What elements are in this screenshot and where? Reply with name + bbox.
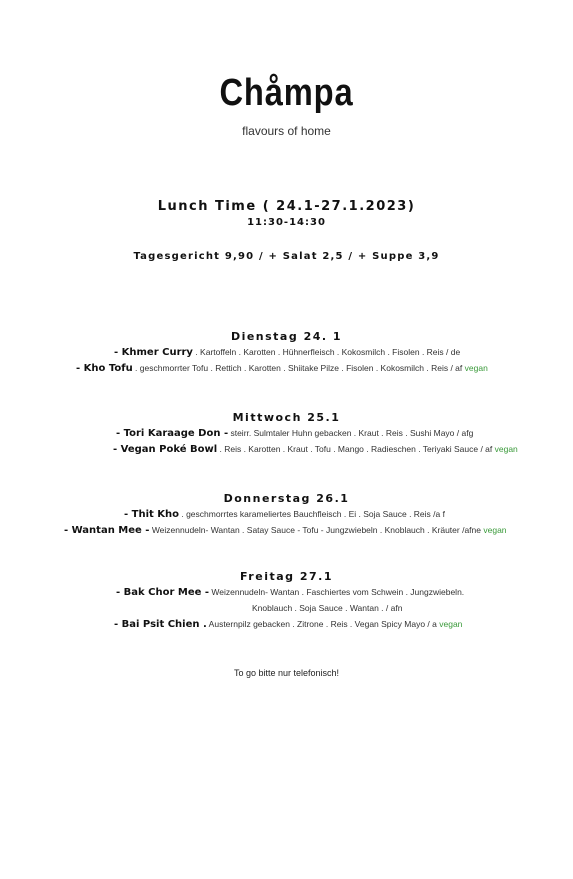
to-go-note: To go bitte nur telefonisch! xyxy=(233,668,340,678)
price-line: Tagesgericht 9,90 / + Salat 2,5 / + Suppe 3,9 xyxy=(133,251,440,262)
dish-name: - Thit Kho xyxy=(124,509,179,520)
lunch-title: Lunch Time ( 24.1-27.1.2023) xyxy=(157,199,416,214)
dish-description: Weizennudeln- Wantan . Satay Sauce - Tofu - Jungzwiebeln . Knoblauch . Kräuter /afne xyxy=(149,525,484,535)
dish-name: - Kho Tofu xyxy=(76,363,133,374)
vegan-tag: vegan xyxy=(483,525,507,535)
dish-description: Weizennudeln- Wantan . Faschiertes vom Schwein . Jungzwiebeln. xyxy=(209,587,465,597)
menu-item xyxy=(113,444,518,455)
dish-description: Knoblauch . Soja Sauce . Wantan . / afn xyxy=(252,603,403,613)
dish-name: - Bai Psit Chien . xyxy=(114,619,207,630)
dish-name: - Khmer Curry xyxy=(114,347,193,358)
dish-name: - Tori Karaage Don - xyxy=(116,428,229,439)
day-heading-tuesday: Dienstag 24. 1 xyxy=(230,330,343,343)
day-heading-wednesday: Mittwoch 25.1 xyxy=(232,411,341,424)
vegan-tag: vegan xyxy=(464,363,488,373)
dish-name: - Bak Chor Mee - xyxy=(116,587,210,598)
dish-description: . Reis . Karotten . Kraut . Tofu . Mango . Radieschen . Teriyaki Sauce / af xyxy=(217,444,495,454)
menu-item xyxy=(76,363,488,374)
menu-item-continued xyxy=(252,603,402,613)
dish-description: . geschmorrtes karameliertes Bauchfleisch . Ei . Soja Sauce . Reis /a f xyxy=(179,509,445,519)
menu-item xyxy=(64,525,507,536)
vegan-tag: vegan xyxy=(494,444,518,454)
brand-logo: Chåmpa xyxy=(219,72,354,114)
dish-description: Austernpilz gebacken . Zitrone . Reis . Vegan Spicy Mayo / a xyxy=(206,619,440,629)
brand-tagline: flavours of home xyxy=(242,124,331,138)
dish-description: steirr. Sulmtaler Huhn gebacken . Kraut . Reis . Sushi Mayo / afg xyxy=(228,428,474,438)
dish-description: . Kartoffeln . Karotten . Hühnerfleisch . Kokosmilch . Fisolen . Reis / de xyxy=(192,347,461,357)
menu-item xyxy=(116,587,464,598)
menu-item xyxy=(114,347,460,358)
day-heading-friday: Freitag 27.1 xyxy=(240,570,333,583)
dish-description: . geschmorrter Tofu . Rettich . Karotten . Shiitake Pilze . Fisolen . Kokosmilch . Reis / af xyxy=(132,363,465,373)
day-heading-thursday: Donnerstag 26.1 xyxy=(223,492,350,505)
dish-name: - Wantan Mee - xyxy=(64,525,150,536)
menu-item xyxy=(114,619,462,630)
vegan-tag: vegan xyxy=(439,619,463,629)
menu-item xyxy=(124,509,445,520)
dish-name: - Vegan Poké Bowl xyxy=(113,444,218,455)
lunch-time: 11:30-14:30 xyxy=(247,217,326,228)
menu-item xyxy=(116,428,473,439)
